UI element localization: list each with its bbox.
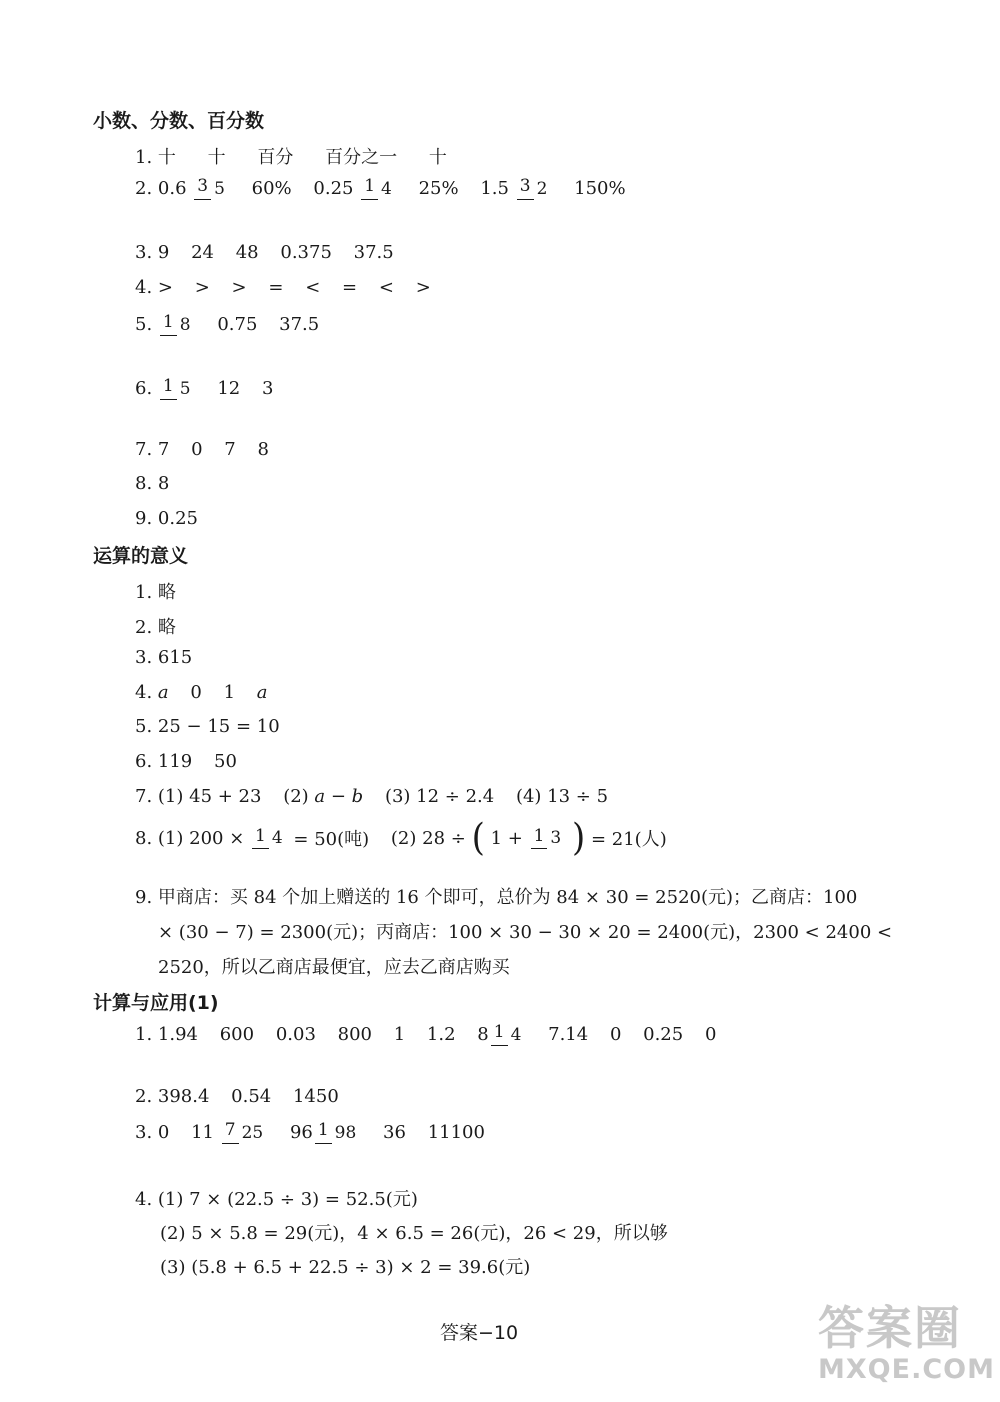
answer-line-4: [135, 681, 268, 703]
answer-item: 1. 1.94: [135, 1023, 198, 1045]
answer-item: 百分之一: [325, 147, 398, 168]
answer-line-4: [135, 276, 431, 298]
answer-item: =: [342, 276, 358, 298]
answer-line-5: 5. 25 − 15 = 10: [135, 716, 280, 737]
answer-item: 2. 0.6: [135, 177, 187, 199]
answer-line-1: [135, 143, 447, 169]
answer-item: 1450: [292, 1085, 339, 1107]
fraction: 1 4: [491, 1023, 525, 1046]
answer-line-9b: × (30 − 7) = 2300(元)；丙商店：100 × 30 − 30 × 20 = 2400(元)，2300 < 2400 <: [158, 922, 893, 943]
answer-line-4c: (3) (5.8 + 6.5 + 22.5 ÷ 3) × 2 = 39.6(元): [160, 1257, 531, 1278]
answer-item: 50: [214, 750, 237, 772]
paren: ): [571, 816, 586, 860]
answer-item: 十: [428, 147, 447, 168]
answer-item: 0.375: [280, 241, 332, 263]
answer-item: = 50(吨): [293, 829, 370, 850]
answer-item: 0: [609, 1023, 622, 1045]
answer-item: 0.54: [231, 1085, 272, 1107]
answer-line-6: [135, 750, 237, 772]
fraction: 1 4: [361, 177, 395, 200]
answer-item: 7.14: [548, 1023, 589, 1045]
answer-item: 1: [393, 1023, 406, 1045]
answer-item: 0.03: [275, 1023, 316, 1045]
answer-item: 11: [191, 1121, 214, 1143]
answer-line-2: 2. 略: [135, 617, 176, 638]
fraction: 3 2: [517, 177, 551, 200]
watermark-url: MXQE.COM: [818, 1354, 995, 1385]
answer-item: >: [231, 276, 247, 298]
answer-item: 0: [704, 1023, 717, 1045]
fraction: 1 5: [160, 377, 194, 400]
answer-item: <: [305, 276, 321, 298]
answer-line-3: 3. 615: [135, 647, 193, 668]
answer-line-7: [135, 438, 269, 460]
answer-item: 600: [219, 1023, 255, 1045]
answer-item: 4.: [135, 681, 153, 703]
answer-item: 1 +: [490, 827, 523, 849]
fraction: 1 8: [160, 313, 194, 336]
answer-line-7: [135, 785, 608, 807]
answer-item: 0.25: [313, 177, 354, 199]
answer-line-1: 1. 略: [135, 582, 176, 603]
section-title-calculation: 计算与应用(1): [93, 992, 219, 1014]
answer-item: 60%: [251, 177, 292, 199]
answer-item: 1: [223, 681, 236, 703]
answer-line-8: 8. 8: [135, 473, 170, 494]
answer-item: 36: [383, 1121, 406, 1143]
answer-item: 24: [191, 241, 214, 263]
answer-item: 96: [289, 1121, 313, 1143]
answer-item: 3. 9: [135, 241, 170, 263]
answer-item: 0: [190, 681, 202, 703]
answer-item: 3. 0: [135, 1121, 170, 1143]
answer-line-5: [135, 313, 319, 336]
answer-item: 1.2: [426, 1023, 456, 1045]
answer-item: 5.: [135, 313, 153, 335]
answer-item: 8: [477, 1023, 489, 1045]
answer-item: >: [415, 276, 431, 298]
answer-line-2: [135, 177, 626, 200]
answer-item: 2. 398.4: [135, 1085, 210, 1107]
answer-line-4b: (2) 5 × 5.8 = 29(元)，4 × 6.5 = 26(元)，26 < 29，所以够: [160, 1223, 668, 1244]
fraction: 3 5: [194, 177, 228, 200]
answer-item: (2): [283, 785, 309, 807]
answer-line-2: [135, 1085, 339, 1107]
answer-line-4a: 4. (1) 7 × (22.5 ÷ 3) = 52.5(元): [135, 1189, 418, 1210]
fraction: 1 3: [531, 827, 565, 850]
answer-item: (3) 12 ÷ 2.4: [384, 785, 495, 807]
answer-item: 800: [337, 1023, 372, 1045]
answer-item: 0.75: [217, 313, 258, 335]
answer-item: 25%: [418, 177, 459, 199]
answer-item: 4. >: [135, 276, 173, 298]
answer-item: (2) 28 ÷: [390, 827, 466, 849]
answer-item: 37.5: [353, 241, 394, 263]
answer-item: = 21(人): [590, 829, 667, 850]
paren: (: [471, 816, 485, 860]
answer-item: 7. 7: [135, 438, 170, 460]
answer-item: (4) 13 ÷ 5: [515, 785, 609, 807]
answer-item: a: [157, 681, 169, 703]
answer-item: 6. 119: [135, 750, 193, 772]
answer-item: 37.5: [279, 313, 320, 335]
answer-item: 6.: [135, 377, 153, 399]
fraction: 1 98: [315, 1121, 359, 1144]
answer-line-9: 9. 0.25: [135, 508, 198, 529]
answer-item: 0: [191, 438, 203, 460]
page-number: 答案−10: [440, 1322, 519, 1344]
answer-item: 7: [224, 438, 236, 460]
section-title-decimals: 小数、分数、百分数: [93, 110, 265, 132]
answer-item: 0.25: [643, 1023, 684, 1045]
answer-item: 7. (1) 45 + 23: [135, 785, 262, 807]
answer-item: 百分: [257, 147, 294, 168]
fraction: 7 25: [222, 1121, 266, 1144]
answer-item: 3: [261, 377, 274, 399]
answer-line-6: [135, 377, 273, 400]
watermark-logo: [818, 1302, 994, 1398]
watermark-text: 答案圈: [818, 1301, 962, 1355]
answer-line-3: [135, 1121, 485, 1144]
fraction: 1 4: [252, 827, 286, 850]
answer-item: 1.5: [480, 177, 509, 199]
answer-item: 8: [257, 438, 269, 460]
answer-item: a − b: [314, 785, 364, 807]
answer-item: 8. (1) 200 ×: [135, 827, 245, 849]
answer-item: 150%: [574, 177, 626, 199]
answer-item: 48: [235, 241, 259, 263]
answer-item: =: [268, 276, 284, 298]
section-title-operations: 运算的意义: [93, 545, 189, 567]
answer-line-1: [135, 1023, 716, 1046]
answer-item: 1. 十: [135, 147, 176, 168]
answer-item: <: [378, 276, 394, 298]
answer-item: 12: [217, 377, 241, 399]
answer-line-3: [135, 241, 394, 263]
answer-line-9c: 2520，所以乙商店最便宜，应去乙商店购买: [158, 957, 510, 978]
answer-line-8: [135, 816, 667, 860]
answer-item: >: [194, 276, 210, 298]
answer-item: a: [256, 681, 268, 703]
answer-item: 十: [207, 147, 226, 168]
answer-line-9a: 9. 甲商店：买 84 个加上赠送的 16 个即可，总价为 84 × 30 = 2520(元)；乙商店：100: [135, 887, 858, 908]
answer-item: 11100: [427, 1121, 485, 1143]
